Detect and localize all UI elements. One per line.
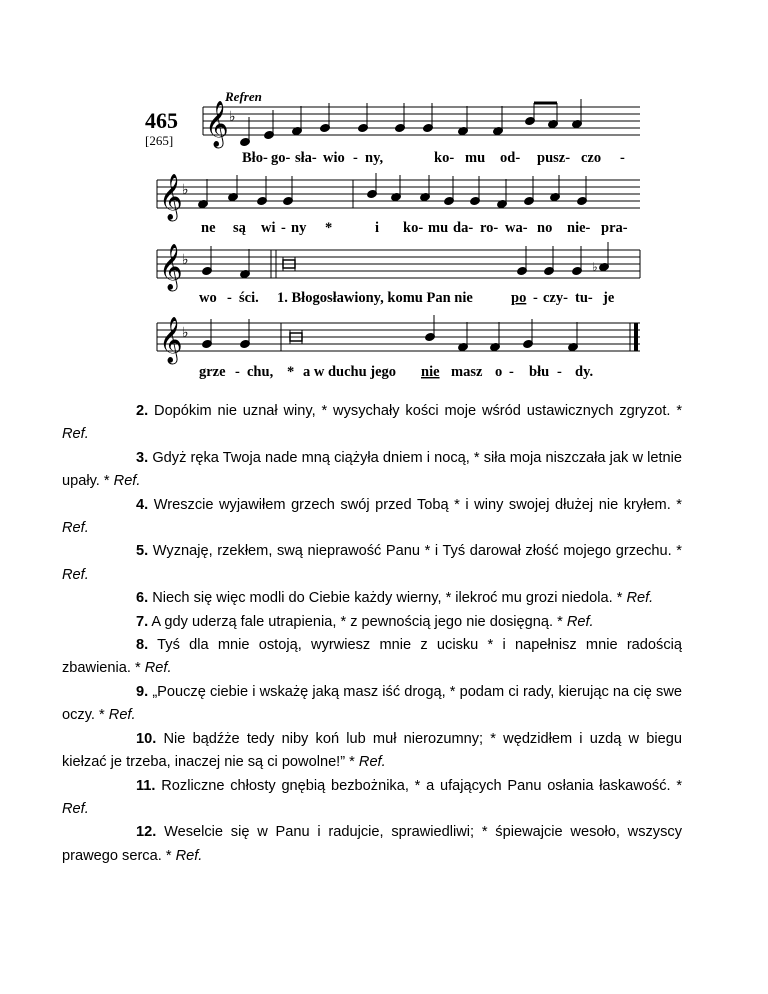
treble-clef-icon: 𝄞 <box>159 174 183 220</box>
flat-icon: ♭ <box>182 182 189 198</box>
lyrics-line-2: ne są wi - ny * i ko- mu da- ro- wa- no nie- pra- <box>201 220 628 236</box>
lyrics-line-4: grze - chu, * a w duchu jego nie masz o - błu - dy. <box>199 364 594 380</box>
notes-line-2 <box>198 173 588 209</box>
verse: 7. A gdy uderzą fale utrapienia, * z pewnością jego nie dosięgną. * Ref. <box>136 613 594 630</box>
verse: 6. Niech się więc modli do Ciebie każdy wierny, * ilekroć mu grozi niedola. * Ref. <box>136 590 654 607</box>
staff-1 <box>203 107 640 135</box>
treble-clef-icon: 𝄞 <box>205 101 229 147</box>
verse: 8. Tyś dla mnie ostoją, wyrwiesz mnie z ucisku * i napełnisz mnie radością zbawienia. * Ref. <box>62 637 682 677</box>
notes-line-4 <box>202 315 579 352</box>
verse: 4. Wreszcie wyjawiłem grzech swój przed Tobą * i winy swojej dłużej nie kryłem. * Ref. <box>62 496 682 537</box>
hymn-number: 465 <box>145 108 178 133</box>
lyrics-line-1: Bło- go- sła- wio - ny, ko- mu od- pusz- czo - <box>242 150 625 166</box>
verse: 12. Weselcie się w Panu i radujcie, sprawiedliwi; * śpiewajcie wesoło, wszyscy prawego serca. * Ref. <box>62 824 682 864</box>
music-score <box>145 85 645 390</box>
notes-line-1 <box>240 99 583 147</box>
verse: 2. Dopókim nie uznał winy, * wysychały kości moje wśród ustawicznych zgryzot. * Ref. <box>62 403 682 443</box>
flat-icon: ♭ <box>229 109 236 125</box>
flat-icon: ♭ <box>182 252 189 268</box>
hymn-alt-number: [265] <box>145 133 174 148</box>
staff-3 <box>157 250 640 278</box>
treble-clef-icon: 𝄞 <box>159 244 183 290</box>
refrain-label: Refren <box>225 89 262 104</box>
verse: 11. Rozliczne chłosty gnębią bezbożnika, * a ufających Panu osłania łaskawość. * Ref. <box>62 777 682 817</box>
flat-icon: ♭ <box>182 325 189 341</box>
verse: 10. Nie bądźże tedy niby koń lub muł nierozumny; * wędzidłem i uzdą w biegu kiełzać je trzeba, inaczej nie są ci powolne!” * Ref. <box>62 730 682 771</box>
lyrics-line-3: wo - ści. 1. Błogosławiony, komu Pan nie po - czy- tu- je <box>199 290 615 306</box>
staff-4 <box>157 323 640 351</box>
verse: 3. Gdyż ręka Twoja nade mną ciążyła dniem i nocą, * siła moja niszczała jak w letnie upały. * Ref. <box>62 449 682 490</box>
verse: 5. Wyznaję, rzekłem, swą nieprawość Panu * i Tyś darował złość mojego grzechu. * Ref. <box>62 543 682 583</box>
treble-clef-icon: 𝄞 <box>159 317 183 363</box>
verse: 9. „Pouczę ciebie i wskażę jaką masz iść drogą, * podam ci rady, kierując na cię swe oczy. * Ref. <box>62 683 682 724</box>
svg-text:♭: ♭ <box>592 260 598 274</box>
verses-section <box>62 400 682 868</box>
notes-line-3 <box>202 242 610 279</box>
